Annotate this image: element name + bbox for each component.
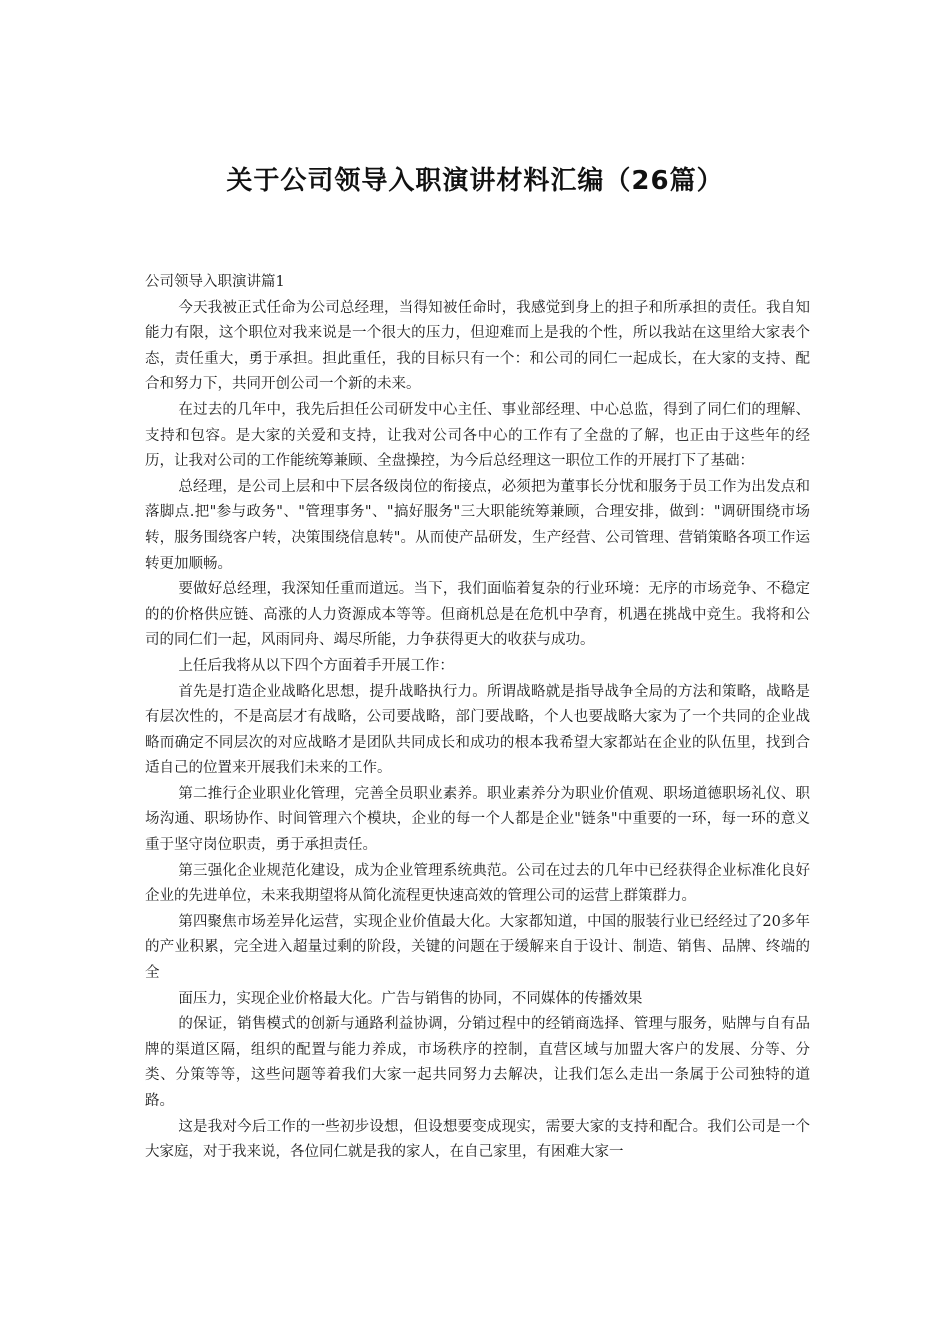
paragraph: 今天我被正式任命为公司总经理，当得知被任命时，我感觉到身上的担子和所承担的责任。我自知能力有限，这个职位对我来说是一个很大的压力，但迎难而上是我的个性，所以我站在这里给大家表个态，责任重大，勇于承担。担此重任，我的目标只有一个：和公司的同仁一起成长，在大家的支持、配合和努力下，共同开创公司一个新的未来。	[145, 299, 810, 393]
paragraph: 首先是打造企业战略化思想，提升战略执行力。所谓战略就是指导战争全局的方法和策略，战略是有层次性的，不是高层才有战略，公司要战略，部门要战略，个人也要战略大家为了一个共同的企业战略而确定不同层次的对应战略才是团队共同成长和成功的根本我希望大家都站在企业的队伍里，找到合适自己的位置来开展我们未来的工作。	[145, 683, 810, 777]
paragraph: 的保证，销售模式的创新与通路利益协调，分销过程中的经销商选择、管理与服务，贴牌与自有品牌的渠道区隔，组织的配置与能力养成，市场秩序的控制，直营区域与加盟大客户的发展、分等、分类、分策等等，这些问题等着我们大家一起共同努力去解决，让我们怎么走出一条属于公司独特的道路。	[145, 1016, 810, 1109]
paragraph: 要做好总经理，我深知任重而道远。当下，我们面临着复杂的行业环境：无序的市场竞争、不稳定的的价格供应链、高涨的人力资源成本等等。但商机总是在危机中孕育，机遇在挑战中竞生。我将和公司的同仁们一起，风雨同舟、竭尽所能，力争获得更大的收获与成功。	[145, 581, 810, 649]
paragraph: 第二推行企业职业化管理，完善全员职业素养。职业素养分为职业价值观、职场道德职场礼仪、职场沟通、职场协作、时间管理六个模块，企业的每一个人都是企业"链条"中重要的一环，每一环的意义重于坚守岗位职责，勇于承担责任。	[145, 785, 810, 854]
paragraph: 在过去的几年中，我先后担任公司研发中心主任、事业部经理、中心总监，得到了同仁们的理解、支持和包容。是大家的关爱和支持，让我对公司各中心的工作有了全盘的了解，也正由于这些年的经历，让我对公司的工作能统筹兼顾、全盘操控，为今后总经理这一职位工作的开展打下了基础：	[145, 401, 810, 470]
paragraph: 总经理，是公司上层和中下层各级岗位的衔接点，必须把为董事长分忧和服务于员工作为出发点和落脚点.把"参与政务"、"管理事务"、"搞好服务"三大职能统筹兼顾，合理安排，做到："调研围绕市场转，服务围绕客户转，决策围绕信息转"。从而使产品研发，生产经营、公司管理、营销策略各项工作运转更加顺畅。	[145, 478, 810, 572]
document-body	[145, 270, 810, 1166]
paragraph: 上任后我将从以下四个方面着手开展工作：	[178, 657, 454, 674]
paragraph: 第四聚焦市场差异化运营，实现企业价值最大化。大家都知道，中国的服装行业已经经过了20多年的产业积累，完全进入超量过剩的阶段，关键的问题在于缓解来自于设计、制造、销售、品牌、终端的全	[145, 913, 810, 982]
paragraph: 面压力，实现企业价格最大化。广告与销售的协同，不同媒体的传播效果	[178, 990, 643, 1007]
paragraph: 第三强化企业规范化建设，成为企业管理系统典范。公司在过去的几年中已经获得企业标准化良好企业的先进单位，未来我期望将从简化流程更快速高效的管理公司的运营上群策群力。	[145, 862, 810, 905]
document-title: 关于公司领导入职演讲材料汇编（26篇）	[226, 166, 724, 196]
section-heading: 公司领导入职演讲篇1	[145, 274, 285, 290]
paragraph: 这是我对今后工作的一些初步设想，但设想要变成现实，需要大家的支持和配合。我们公司是一个大家庭，对于我来说，各位同仁就是我的家人，在自己家里，有困难大家一	[145, 1118, 810, 1161]
